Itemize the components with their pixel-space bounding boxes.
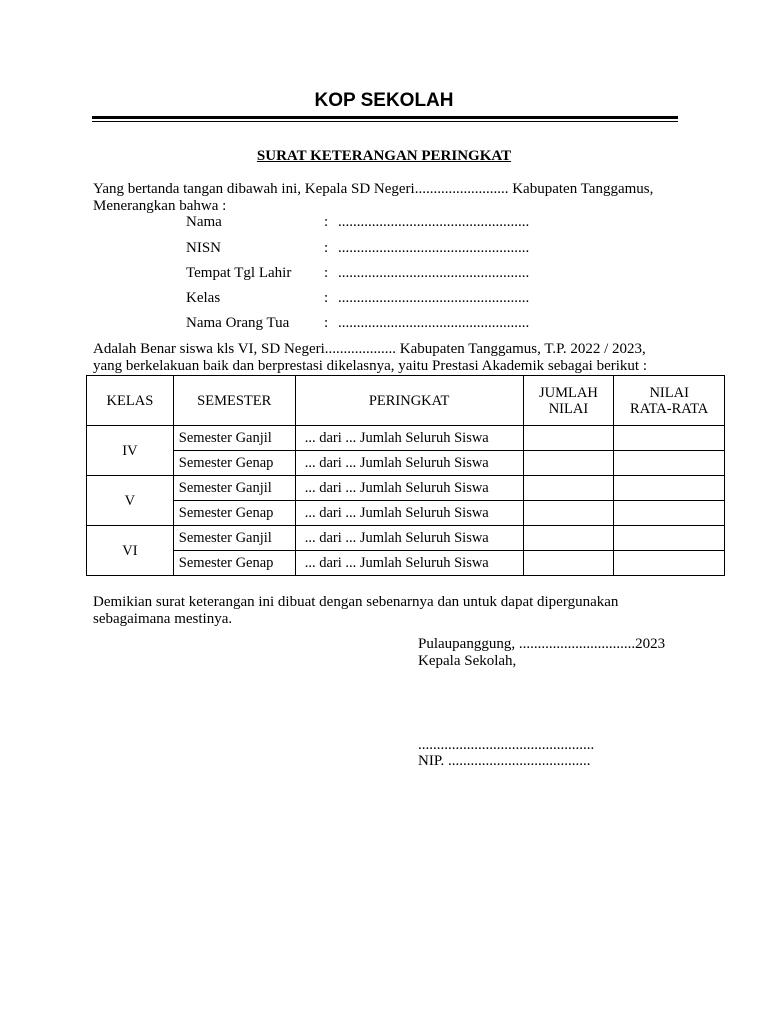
header-peringkat: PERINGKAT <box>295 376 523 426</box>
peringkat-cell: ... dari ... Jumlah Seluruh Siswa <box>295 551 523 576</box>
peringkat-cell: ... dari ... Jumlah Seluruh Siswa <box>295 501 523 526</box>
kelas-cell: V <box>87 476 174 526</box>
jumlah-nilai-cell[interactable] <box>523 426 614 451</box>
header-kelas: KELAS <box>87 376 174 426</box>
rata-rata-cell[interactable] <box>614 526 725 551</box>
table-row <box>87 451 725 476</box>
peringkat-cell: ... dari ... Jumlah Seluruh Siswa <box>295 526 523 551</box>
letterhead-title: KOP SEKOLAH <box>314 90 454 111</box>
peringkat-cell: ... dari ... Jumlah Seluruh Siswa <box>295 476 523 501</box>
field-value: ................................................... <box>338 315 530 331</box>
field-value: ................................................... <box>338 214 530 230</box>
statement-line-1: Adalah Benar siswa kls VI, SD Negeri................... Kabupaten Tanggamus, T.P. 2022 / 2023, <box>93 341 646 357</box>
table-row <box>87 476 725 501</box>
header-semester: SEMESTER <box>173 376 295 426</box>
intro-line-1: Yang bertanda tangan dibawah ini, Kepala SD Negeri......................... Kabupaten Tanggamus, <box>93 181 654 197</box>
rata-rata-cell[interactable] <box>614 426 725 451</box>
intro-line-2: Menerangkan bahwa : <box>93 198 227 214</box>
field-colon: : <box>324 214 329 230</box>
signature-role: Kepala Sekolah, <box>418 653 517 669</box>
signature-name-line: ............................................... <box>418 737 595 753</box>
semester-cell: Semester Genap <box>173 501 295 526</box>
jumlah-nilai-cell[interactable] <box>523 476 614 501</box>
field-label: Kelas <box>186 290 221 306</box>
rata-rata-cell[interactable] <box>614 451 725 476</box>
field-colon: : <box>324 290 329 306</box>
table-row <box>87 526 725 551</box>
ranking-table <box>86 375 725 576</box>
header-jumlah-nilai <box>523 376 614 426</box>
semester-cell: Semester Genap <box>173 551 295 576</box>
table-header-row <box>87 376 725 426</box>
header-rata-line-1: NILAI <box>649 384 689 401</box>
field-colon: : <box>324 315 329 331</box>
signature-place-date: Pulaupanggung, ...............................2023 <box>418 636 666 652</box>
header-jumlah-line-2: NILAI <box>548 400 589 417</box>
table-row <box>87 551 725 576</box>
semester-cell: Semester Genap <box>173 451 295 476</box>
field-label: Nama <box>186 214 222 230</box>
statement-line-2: yang berkelakuan baik dan berprestasi dikelasnya, yaitu Prestasi Akademik sebagai berikut : <box>93 358 647 374</box>
table-row <box>87 501 725 526</box>
semester-cell: Semester Ganjil <box>173 476 295 501</box>
rata-rata-cell[interactable] <box>614 501 725 526</box>
closing-line-1: Demikian surat keterangan ini dibuat dengan sebenarnya dan untuk dapat dipergunakan <box>93 594 619 610</box>
jumlah-nilai-cell[interactable] <box>523 451 614 476</box>
letterhead-rule-thin <box>92 121 678 122</box>
peringkat-cell: ... dari ... Jumlah Seluruh Siswa <box>295 451 523 476</box>
closing-line-2: sebagaimana mestinya. <box>93 611 233 627</box>
field-label: Tempat Tgl Lahir <box>186 265 292 281</box>
field-label: NISN <box>186 240 222 256</box>
signature-nip: NIP. ...................................... <box>418 753 591 769</box>
kelas-cell: VI <box>87 526 174 576</box>
field-label: Nama Orang Tua <box>186 315 290 331</box>
header-nilai-rata-rata <box>614 376 725 426</box>
rata-rata-cell[interactable] <box>614 551 725 576</box>
letterhead-rule-thick <box>92 116 678 119</box>
header-jumlah-line-1: JUMLAH <box>539 384 598 401</box>
jumlah-nilai-cell[interactable] <box>523 526 614 551</box>
header-rata-line-2: RATA-RATA <box>630 400 709 417</box>
peringkat-cell: ... dari ... Jumlah Seluruh Siswa <box>295 426 523 451</box>
document-title: SURAT KETERANGAN PERINGKAT <box>256 148 512 164</box>
field-colon: : <box>324 240 329 256</box>
table-row <box>87 426 725 451</box>
semester-cell: Semester Ganjil <box>173 426 295 451</box>
jumlah-nilai-cell[interactable] <box>523 501 614 526</box>
jumlah-nilai-cell[interactable] <box>523 551 614 576</box>
kelas-cell: IV <box>87 426 174 476</box>
field-colon: : <box>324 265 329 281</box>
semester-cell: Semester Ganjil <box>173 526 295 551</box>
rata-rata-cell[interactable] <box>614 476 725 501</box>
field-value: ................................................... <box>338 290 530 306</box>
field-value: ................................................... <box>338 265 530 281</box>
field-value: ................................................... <box>338 240 530 256</box>
